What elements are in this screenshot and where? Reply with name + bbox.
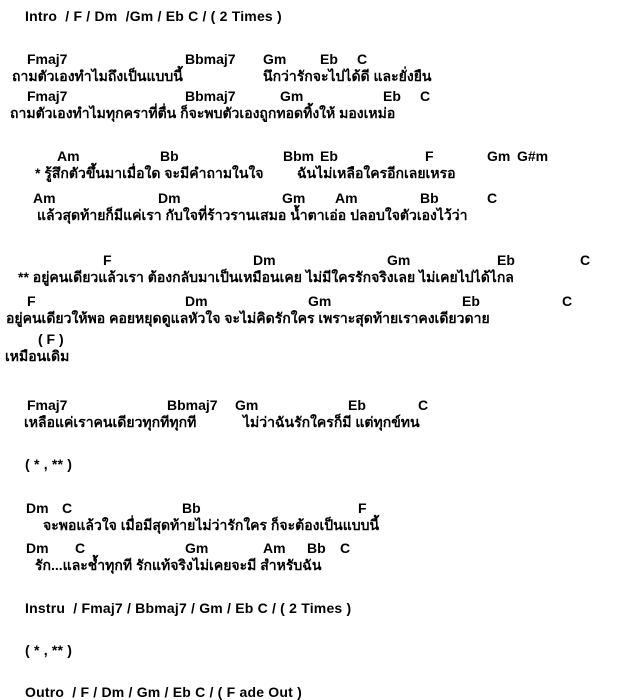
lyric-text: เหมือนเดิม: [5, 348, 70, 364]
verse1-chords-2: [0, 88, 620, 106]
bridge-chords-1: [0, 500, 620, 518]
chord-symbol: Gm: [487, 148, 511, 164]
verse2-lyric-1: [0, 414, 620, 432]
intro-line: [0, 8, 620, 26]
chord-symbol: F: [425, 148, 434, 164]
chord-symbol: Gm: [280, 88, 304, 104]
repeat-marks-1: [0, 456, 620, 474]
lyric-text: ถามตัวเองทำไมถึงเป็นแบบนี้: [12, 68, 183, 84]
bridge-lyric-1: [0, 517, 620, 535]
chord-symbol: F: [103, 252, 112, 268]
verse2-chords-1: [0, 397, 620, 415]
chord-symbol: C: [357, 51, 368, 67]
lyric-text: ฉันไม่เหลือใครอีกเลยเหรอ: [297, 165, 456, 181]
outro-line: [0, 684, 620, 700]
chord-symbol: Eb: [383, 88, 401, 104]
chorus-chords-1: [0, 252, 620, 270]
chord-symbol: Bbm: [283, 148, 315, 164]
chord-symbol: Dm: [26, 540, 49, 556]
chord-symbol: F: [358, 500, 367, 516]
lyric-text: รัก...และช้ำทุกที รักแท้จริงไม่เคยจะมี สำหรับฉัน: [35, 557, 322, 573]
chord-symbol: Fmaj7: [27, 88, 68, 104]
chord-symbol: Bb: [160, 148, 179, 164]
lyric-text: นึกว่ารักจะไปได้ดี และยั่งยืน: [263, 68, 432, 84]
chord-symbol: Bbmaj7: [185, 88, 236, 104]
chord-symbol: Bbmaj7: [185, 51, 236, 67]
chord-symbol: Fmaj7: [27, 51, 68, 67]
chord-symbol: Eb: [320, 51, 338, 67]
chord-symbol: C: [420, 88, 431, 104]
prechorus-lyric-1: [0, 165, 620, 183]
chord-symbol: Eb: [497, 252, 515, 268]
chord-symbol: ( F ): [38, 331, 64, 347]
chord-symbol: Fmaj7: [27, 397, 68, 413]
lyric-text: เหลือแค่เราคนเดียวทุกทีทุกที: [24, 414, 197, 430]
lyric-text: อยู่คนเดียวให้พอ คอยหยุดดูแลหัวใจ จะไม่คิดรักใคร เพราะสุดท้ายเราคงเดียวดาย: [6, 310, 490, 326]
bridge-lyric-2: [0, 557, 620, 575]
section-header-text: ( * , ** ): [25, 642, 73, 658]
chord-symbol: Bbmaj7: [167, 397, 218, 413]
chord-symbol: Am: [263, 540, 286, 556]
chord-symbol: G#m: [517, 148, 549, 164]
chord-symbol: Bb: [307, 540, 326, 556]
lyric-text: ถามตัวเองทำไมทุกคราที่ตื่น ก็จะพบตัวเองถูกทอดทิ้งให้ มองเหม่อ: [10, 105, 396, 121]
section-header-text: Outro / F / Dm / Gm / Eb C / ( F ade Out ): [25, 684, 302, 700]
chord-symbol: Dm: [26, 500, 49, 516]
chord-symbol: Am: [57, 148, 80, 164]
section-header-text: ( * , ** ): [25, 456, 73, 472]
chord-symbol: Gm: [235, 397, 259, 413]
lyric-text: * รู้สึกตัวขึ้นมาเมื่อใด จะมีคำถามในใจ: [35, 165, 264, 181]
lyric-text: ** อยู่คนเดียวแล้วเรา ต้องกลับมาเป็นเหมือนเคย ไม่มีใครรักจริงเลย ไม่เคยไปได้ไกล: [18, 269, 514, 285]
chord-symbol: Dm: [185, 293, 208, 309]
chorus-lyric-1: [0, 269, 620, 287]
prechorus-chords-2: [0, 190, 620, 208]
instru-line: [0, 600, 620, 618]
chord-symbol: C: [62, 500, 73, 516]
chorus-lyric-3: [0, 348, 620, 366]
chorus-lyric-2: [0, 310, 620, 328]
lyric-text: ไม่ว่าฉันรักใครก็มี แต่ทุกข์ทน: [243, 414, 420, 430]
chord-symbol: Gm: [308, 293, 332, 309]
chord-symbol: Bb: [182, 500, 201, 516]
chord-symbol: Gm: [185, 540, 209, 556]
chord-symbol: Eb: [320, 148, 338, 164]
lyric-text: จะพอแล้วใจ เมื่อมีสุดท้ายไม่ว่ารักใคร ก็จะต้องเป็นแบบนี้: [43, 517, 380, 533]
prechorus-lyric-2: [0, 207, 620, 225]
chord-symbol: Am: [335, 190, 358, 206]
chord-symbol: Gm: [387, 252, 411, 268]
lyric-text: แล้วสุดท้ายก็มีแค่เรา กับใจที่ร้าวรานเสมอ น้ำตาเอ่อ ปลอบใจตัวเองไว้ว่า: [37, 207, 468, 223]
prechorus-chords-1: [0, 148, 620, 166]
chord-symbol: Dm: [158, 190, 181, 206]
section-header-text: Intro / F / Dm /Gm / Eb C / ( 2 Times ): [25, 8, 282, 24]
chord-symbol: Eb: [348, 397, 366, 413]
verse1-chords-1: [0, 51, 620, 69]
chord-symbol: Gm: [263, 51, 287, 67]
verse1-lyric-2: [0, 105, 620, 123]
repeat-marks-2: [0, 642, 620, 660]
chord-symbol: Eb: [462, 293, 480, 309]
chord-symbol: Bb: [420, 190, 439, 206]
chord-symbol: C: [75, 540, 86, 556]
bridge-chords-2: [0, 540, 620, 558]
chord-symbol: C: [580, 252, 591, 268]
chord-symbol: Dm: [253, 252, 276, 268]
verse1-lyric-1: [0, 68, 620, 86]
chord-symbol: Am: [33, 190, 56, 206]
chord-symbol: C: [562, 293, 573, 309]
chord-symbol: Gm: [282, 190, 306, 206]
chorus-chords-3: [0, 331, 620, 349]
chord-symbol: C: [418, 397, 429, 413]
chord-symbol: C: [487, 190, 498, 206]
chord-symbol: C: [340, 540, 351, 556]
chord-symbol: F: [27, 293, 36, 309]
chorus-chords-2: [0, 293, 620, 311]
section-header-text: Instru / Fmaj7 / Bbmaj7 / Gm / Eb C / ( 2 Times ): [25, 600, 352, 616]
